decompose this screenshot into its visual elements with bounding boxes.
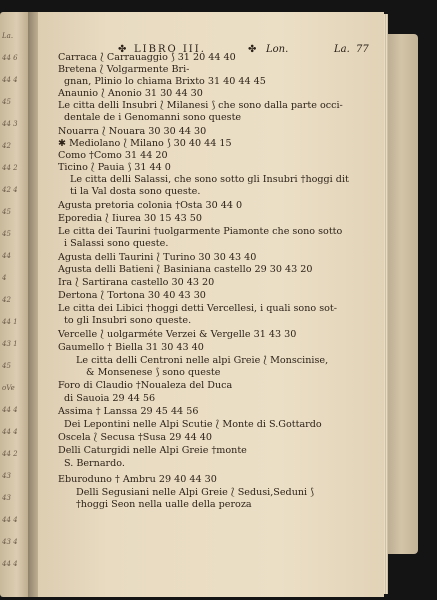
previous-page-fragment: 44	[2, 252, 11, 260]
previous-page-fragment: 44 1	[2, 318, 18, 326]
previous-page-fragment: 44 4	[2, 560, 18, 568]
previous-page-fragment: 45	[2, 208, 11, 216]
text-line: Le citta delli Insubri ⟅ Milanesi ⟆ che sono dalla parte occi-	[58, 100, 343, 111]
previous-page-fragment: 44 4	[2, 428, 18, 436]
text-line: di Sauoia 29 44 56	[64, 393, 156, 404]
previous-page-fragment: 44 4	[2, 76, 18, 84]
page-title: LIBRO III.	[134, 44, 206, 55]
previous-page-fragment: 4	[2, 274, 7, 282]
text-line: Le citta dei Taurini †uolgarmente Piamonte che sono sotto	[58, 226, 343, 237]
text-line: to gli Insubri sono queste.	[64, 315, 192, 326]
text-line: & Monsenese ⟆ sono queste	[86, 367, 221, 378]
previous-page-fragment: 44 6	[2, 54, 18, 62]
text-line: Ticino ⟅ Pauia ⟆ 31 44 0	[58, 162, 171, 173]
text-line: Delli Segusiani nelle Alpi Greie ⟅ Sedusi,Seduni ⟆	[76, 487, 314, 498]
previous-page-fragment: 42	[2, 296, 11, 304]
text-line: Eburoduno † Ambru 29 40 44 30	[58, 474, 217, 485]
previous-page-fragment: 44 2	[2, 450, 18, 458]
book-page	[38, 12, 384, 597]
text-line: Bretena ⟅ Volgarmente Bri-	[58, 64, 190, 75]
text-line: Carraca ⟅ Carrauaggio ⟆ 31 20 44 40	[58, 52, 236, 63]
text-line: Le citta dei Libici †hoggi detti Vercellesi, i quali sono sot-	[58, 303, 338, 314]
previous-page-fragment: 42	[2, 142, 11, 150]
previous-page-fragment: 43 1	[2, 340, 18, 348]
text-line: Nouarra ⟅ Nouara 30 30 44 30	[58, 126, 207, 137]
header-ornament-left: ✤	[118, 44, 127, 55]
text-line: Eporedia ⟅ Iiurea 30 15 43 50	[58, 213, 203, 224]
previous-page-fragment: 45	[2, 362, 11, 370]
previous-page-fragment: 44 2	[2, 164, 18, 172]
page-number: 77	[356, 44, 369, 55]
previous-page-fragment: 45	[2, 98, 11, 106]
previous-page-fragment: 44 4	[2, 406, 18, 414]
text-line: †hoggi Seon nella ualle della peroza	[76, 499, 252, 510]
header-ornament-right: ✤	[248, 44, 257, 55]
text-line: Dei Lepontini nelle Alpi Scutie ⟅ Monte di S.Gottardo	[64, 419, 322, 430]
text-line: dentale de i Genomanni sono queste	[64, 112, 242, 123]
text-line: Agusta delli Taurini ⟅ Turino 30 30 43 40	[58, 252, 257, 263]
previous-page-fragment: 44 4	[2, 516, 18, 524]
text-line: Vercelle ⟅ uolgarméte Verzei & Vergelle 31 43 30	[58, 329, 297, 340]
text-line: Agusta pretoria colonia †Osta 30 44 0	[58, 200, 243, 211]
text-line: Dertona ⟅ Tortona 30 40 43 30	[58, 290, 206, 301]
previous-page-fragment: oVe	[2, 384, 15, 392]
text-line: ✱ Mediolano ⟅ Milano ⟆ 30 40 44 15	[58, 138, 232, 149]
previous-page-fragment: La.	[2, 32, 14, 40]
book-cover-board	[384, 34, 418, 554]
previous-page-fragment: 43	[2, 472, 11, 480]
text-line: Agusta delli Batieni ⟅ Basiniana castello 29 30 43 20	[58, 264, 313, 275]
previous-page-edge	[0, 12, 28, 597]
previous-page-fragment: 43 4	[2, 538, 18, 546]
text-line: Gaumello † Biella 31 30 43 40	[58, 342, 204, 353]
lon-label: Lon.	[266, 44, 289, 55]
previous-page-fragment: 45	[2, 230, 11, 238]
text-line: Delli Caturgidi nelle Alpi Greie †monte	[58, 445, 247, 456]
text-line: Como †Como 31 44 20	[58, 150, 168, 161]
text-line: i Salassi sono queste.	[64, 238, 169, 249]
text-line: gnan, Plinio lo chiama Brixto 31 40 44 45	[64, 76, 266, 87]
text-line: Le citta delli Centroni nelle alpi Greie ⟅ Monscinise,	[76, 355, 329, 366]
text-line: ti la Val dosta sono queste.	[70, 186, 201, 197]
text-line: S. Bernardo.	[64, 458, 125, 469]
text-line: Foro di Claudio †Noualeza del Duca	[58, 380, 233, 391]
text-line: Anaunio ⟅ Anonio 31 30 44 30	[58, 88, 203, 99]
text-line: Ira ⟅ Sartirana castello 30 43 20	[58, 277, 215, 288]
text-line: Assima † Lanssa 29 45 44 56	[58, 406, 199, 417]
lat-label: La.	[334, 44, 350, 55]
text-line: Oscela ⟅ Secusa †Susa 29 44 40	[58, 432, 212, 443]
previous-page-fragment: 42 4	[2, 186, 18, 194]
previous-page-fragment: 43	[2, 494, 11, 502]
text-line: Le citta delli Salassi, che sono sotto gli Insubri †hoggi dit	[70, 174, 349, 185]
previous-page-fragment: 44 3	[2, 120, 18, 128]
